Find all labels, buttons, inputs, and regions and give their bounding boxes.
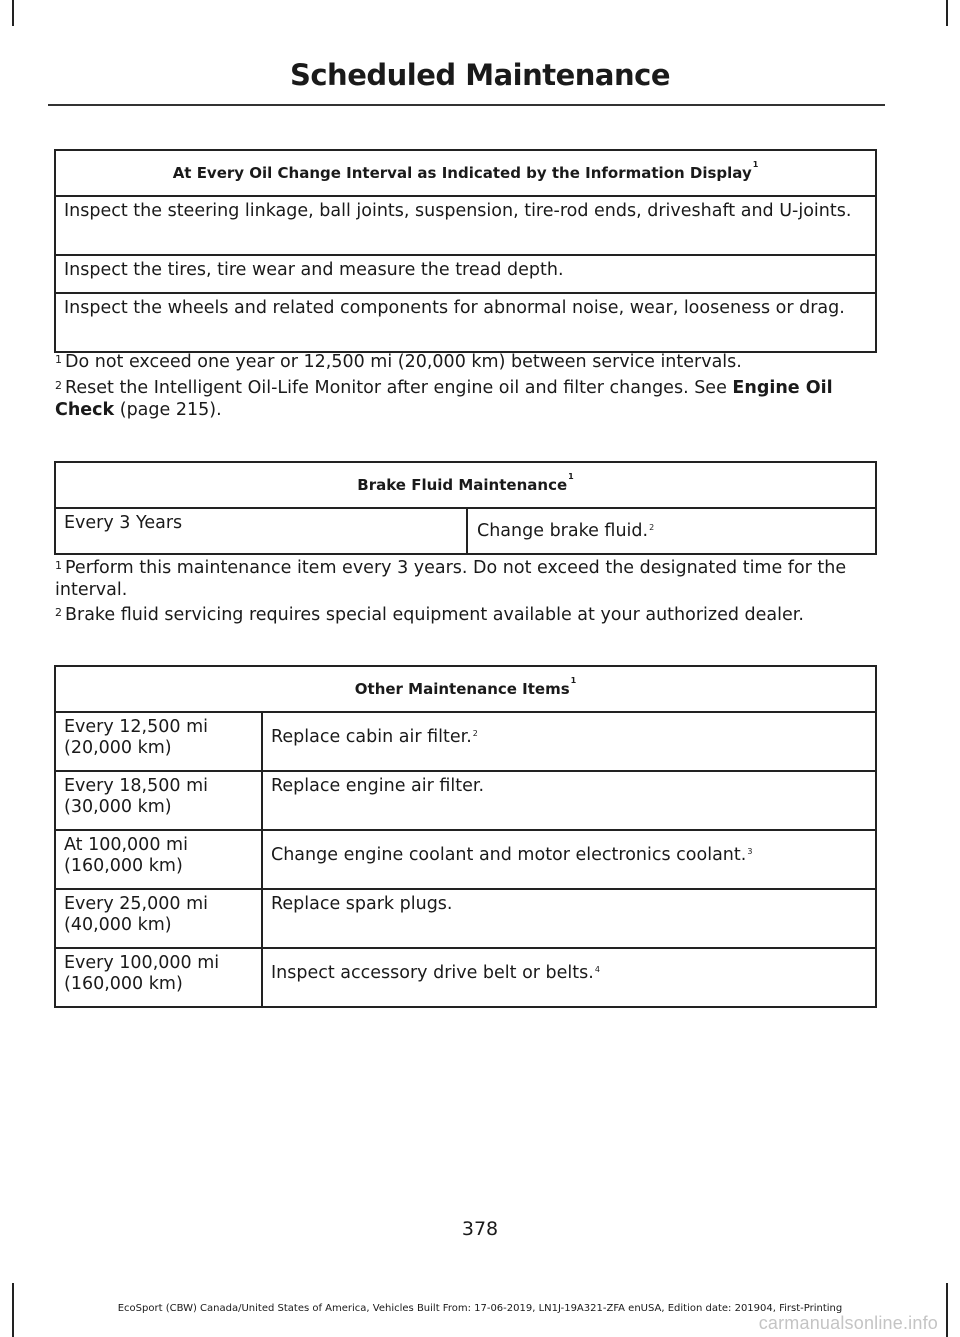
footnote: $^1$ Perform this maintenance item every 3 years. Do not exceed the designated time for the interval. xyxy=(55,558,847,600)
brake-table-heading: Brake Fluid Maintenance$^1$ xyxy=(55,462,876,508)
watermark: carmanualsonline.info xyxy=(758,1313,938,1333)
table-cell: Every 25,000 mi (40,000 km) xyxy=(55,889,262,948)
footnote: $^2$ Reset the Intelligent Oil-Life Monitor after engine oil and filter changes. See Engine Oil Check (page 215). xyxy=(55,378,833,420)
page-title: Scheduled Maintenance xyxy=(289,58,671,92)
table-cell: Inspect the steering linkage, ball joints, suspension, tire-rod ends, driveshaft and U-joints. xyxy=(55,196,876,255)
table-row xyxy=(55,889,876,948)
brake-fluid-table xyxy=(54,461,877,555)
crop-mark-top-left xyxy=(12,0,14,26)
table-cell: Inspect the tires, tire wear and measure the tread depth. xyxy=(55,255,876,293)
table-header-row xyxy=(55,462,876,508)
table-cell: Replace cabin air filter.$^2$ xyxy=(262,712,876,771)
oil-change-table-heading: At Every Oil Change Interval as Indicated by the Information Display$^1$ xyxy=(55,150,876,196)
table-cell: Change brake fluid.$^2$ xyxy=(467,508,876,554)
table-row xyxy=(55,771,876,830)
table-cell: Replace spark plugs. xyxy=(262,889,876,948)
oil-change-table xyxy=(54,149,877,353)
crop-mark-top-right xyxy=(946,0,948,26)
table-cell: Every 100,000 mi (160,000 km) xyxy=(55,948,262,1007)
table-cell: Replace engine air filter. xyxy=(262,771,876,830)
table-cell: At 100,000 mi (160,000 km) xyxy=(55,830,262,889)
table-cell: Inspect accessory drive belt or belts.$^4$ xyxy=(262,948,876,1007)
footer-edition-info: EcoSport (CBW) Canada/United States of America, Vehicles Built From: 17-06-2019, LN1J-19A321-ZFA enUSA, Edition date: 201904, First-Printing xyxy=(117,1303,843,1314)
table-row xyxy=(55,830,876,889)
table-cell: Every 12,500 mi (20,000 km) xyxy=(55,712,262,771)
table-cell: Change engine coolant and motor electronics coolant.$^3$ xyxy=(262,830,876,889)
page-number: 378 xyxy=(461,1218,499,1240)
table-row xyxy=(55,712,876,771)
table-row xyxy=(55,948,876,1007)
other-maintenance-table xyxy=(54,665,877,1008)
footnote: $^2$ Brake fluid servicing requires special equipment available at your authorized dealer. xyxy=(55,605,804,625)
table-cell: Inspect the wheels and related components for abnormal noise, wear, looseness or drag. xyxy=(55,293,876,352)
table-header-row xyxy=(55,150,876,196)
title-divider xyxy=(48,104,885,106)
engine-oil-check-link[interactable]: Engine Oil Check xyxy=(55,378,833,420)
table-row xyxy=(55,255,876,293)
table-row xyxy=(55,293,876,352)
table-cell: Every 3 Years xyxy=(55,508,467,554)
other-table-heading: Other Maintenance Items$^1$ xyxy=(55,666,876,712)
table-row xyxy=(55,508,876,554)
table-header-row xyxy=(55,666,876,712)
footnote: $^1$ Do not exceed one year or 12,500 mi (20,000 km) between service intervals. xyxy=(55,352,742,372)
table-row xyxy=(55,196,876,255)
table-cell: Every 18,500 mi (30,000 km) xyxy=(55,771,262,830)
